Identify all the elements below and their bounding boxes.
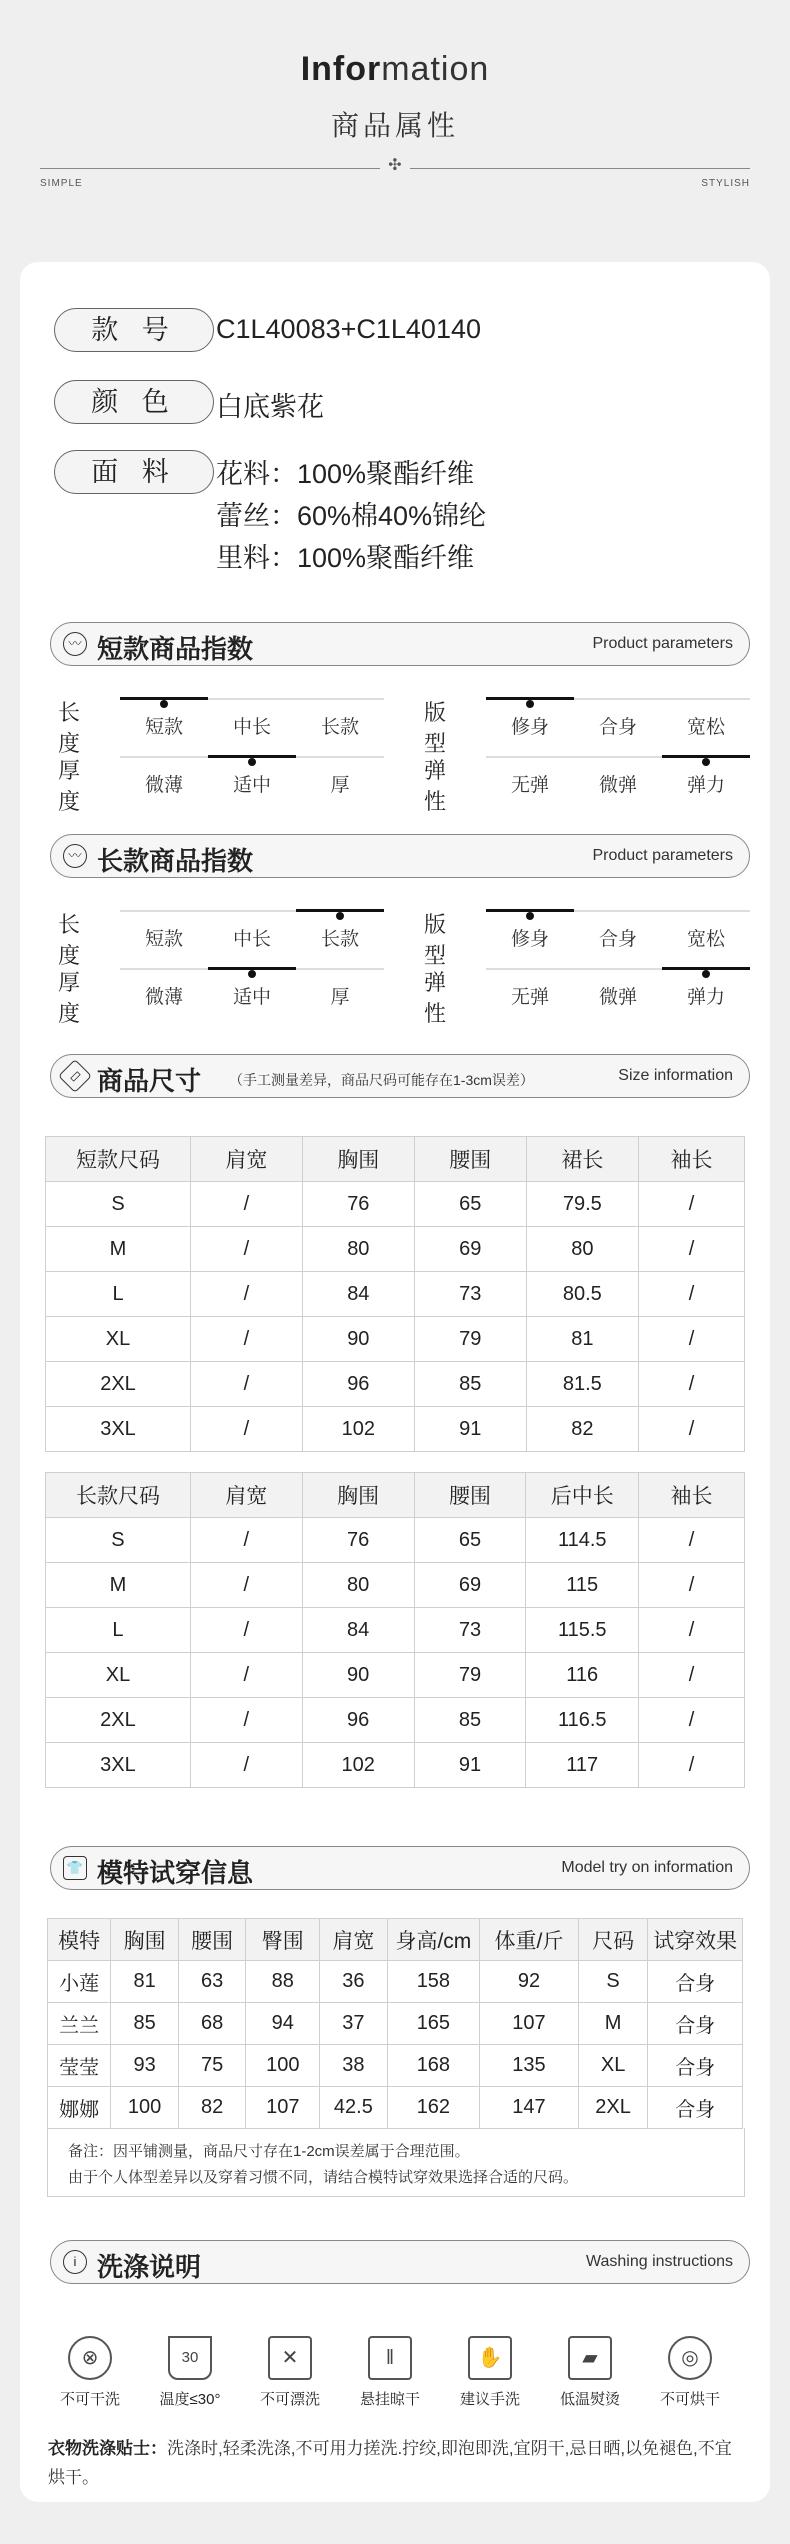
- table-cell: 84: [302, 1272, 414, 1317]
- shirt-icon: 👕: [63, 1856, 87, 1880]
- ruler-icon: ▭: [58, 1059, 92, 1093]
- param-label: 厚度: [58, 970, 81, 1026]
- short-params-header: [50, 622, 750, 666]
- short-params-en: Product parameters: [592, 635, 733, 652]
- table-cell: L: [46, 1608, 191, 1653]
- param-selected-dot: [526, 700, 534, 708]
- table-cell: 82: [178, 2087, 246, 2129]
- table-cell: 69: [414, 1227, 526, 1272]
- param-option: 中长: [232, 717, 271, 738]
- table-cell: 37: [320, 2003, 388, 2045]
- size-header: [50, 1054, 750, 1098]
- table-cell: 79.5: [526, 1182, 638, 1227]
- table-cell: /: [639, 1518, 745, 1563]
- table-cell: 69: [414, 1563, 526, 1608]
- table-cell: 80: [526, 1227, 638, 1272]
- table-row: [46, 1182, 745, 1227]
- table-cell: 162: [387, 2087, 479, 2129]
- table-cell: 42.5: [320, 2087, 388, 2129]
- hang-dry-icon: ‖: [368, 2336, 412, 2380]
- table-cell: 100: [246, 2045, 320, 2087]
- table-cell: /: [639, 1362, 745, 1407]
- model-en: Model try on information: [561, 1859, 733, 1876]
- table-row: [46, 1272, 745, 1317]
- model-table: [47, 1918, 743, 2129]
- param-option: 合身: [598, 929, 637, 950]
- table-cell: 小莲: [48, 1961, 111, 2003]
- wash-label: 不可漂洗: [259, 2391, 320, 2408]
- param-track: [486, 968, 750, 970]
- param-selected-dot: [160, 700, 168, 708]
- table-row: [46, 1518, 745, 1563]
- wash-item: [542, 2336, 638, 2409]
- table-cell: 80: [302, 1227, 414, 1272]
- attr-label-color: 颜 色: [54, 380, 214, 424]
- table-cell: 3XL: [46, 1743, 191, 1788]
- table-cell: 肩宽: [191, 1137, 303, 1182]
- table-cell: 75: [178, 2045, 246, 2087]
- table-cell: 94: [246, 2003, 320, 2045]
- table-row: [46, 1608, 745, 1653]
- simple-label: SIMPLE: [40, 178, 83, 189]
- wash-label: 建议手洗: [459, 2391, 520, 2408]
- table-cell: /: [190, 1563, 302, 1608]
- table-cell: 肩宽: [320, 1919, 388, 1961]
- table-cell: 107: [480, 2003, 579, 2045]
- param-label: 弹性: [424, 758, 447, 814]
- param-selected-dot: [248, 758, 256, 766]
- param-option: 合身: [598, 717, 637, 738]
- table-cell: /: [191, 1362, 303, 1407]
- param-track: [486, 910, 750, 912]
- table-cell: M: [46, 1563, 191, 1608]
- table-cell: 85: [414, 1698, 526, 1743]
- model-note-1: 备注：因平铺测量，商品尺寸存在1-2cm误差属于合理范围。: [68, 2143, 470, 2160]
- table-cell: 裙长: [526, 1137, 638, 1182]
- param-option: 微薄: [144, 775, 183, 796]
- wash-label: 悬挂晾干: [359, 2391, 420, 2408]
- param-track: [120, 756, 384, 758]
- table-header-row: [46, 1137, 745, 1182]
- table-cell: 袖长: [639, 1137, 745, 1182]
- table-cell: 76: [302, 1182, 414, 1227]
- table-cell: 胸围: [111, 1919, 179, 1961]
- table-cell: XL: [578, 2045, 648, 2087]
- table-cell: 2XL: [578, 2087, 648, 2129]
- table-row: [46, 1227, 745, 1272]
- param-track: [120, 910, 384, 912]
- table-cell: XL: [46, 1653, 191, 1698]
- table-cell: /: [190, 1743, 302, 1788]
- table-cell: 81: [111, 1961, 179, 2003]
- washing-icons: [50, 2336, 740, 2416]
- table-cell: 91: [414, 1407, 526, 1452]
- divider-right: [410, 168, 750, 169]
- table-cell: S: [46, 1518, 191, 1563]
- model-note-2: 由于个人体型差异以及穿着习惯不同，请结合模特试穿效果选择合适的尺码。: [68, 2169, 579, 2186]
- table-cell: 合身: [648, 1961, 743, 2003]
- table-row: [48, 1961, 743, 2003]
- table-cell: 96: [302, 1362, 414, 1407]
- wash-item: [42, 2336, 138, 2409]
- table-cell: 80: [302, 1563, 414, 1608]
- table-cell: 肩宽: [190, 1473, 302, 1518]
- attr-label-fabric: 面 料: [54, 450, 214, 494]
- table-cell: 168: [387, 2045, 479, 2087]
- info-icon: i: [63, 2250, 87, 2274]
- param-selected-dot: [526, 912, 534, 920]
- table-cell: M: [46, 1227, 191, 1272]
- divider-left: [40, 168, 380, 169]
- table-cell: 38: [320, 2045, 388, 2087]
- table-cell: 试穿效果: [648, 1919, 743, 1961]
- table-cell: /: [639, 1563, 745, 1608]
- param-label: 长度: [58, 912, 81, 968]
- washing-tip: 衣物洗涤贴士：洗涤时,轻柔洗涤,不可用力搓洗.拧绞,即泡即洗,宜阴干,忌日晒,以免褪色,不宜烘干。: [48, 2439, 732, 2487]
- table-cell: /: [639, 1182, 745, 1227]
- washing-en: Washing instructions: [585, 2253, 733, 2270]
- table-row: [46, 1653, 745, 1698]
- table-cell: 80.5: [526, 1272, 638, 1317]
- wash-label: 低温熨烫: [559, 2391, 620, 2408]
- table-cell: 后中长: [526, 1473, 639, 1518]
- param-label: 厚度: [58, 758, 81, 814]
- table-cell: 114.5: [526, 1518, 639, 1563]
- table-cell: 92: [480, 1961, 579, 2003]
- table-cell: 体重/斤: [480, 1919, 579, 1961]
- table-cell: 91: [414, 1743, 526, 1788]
- param-option: 长款: [320, 929, 359, 950]
- param-option: 长款: [320, 717, 359, 738]
- table-cell: 模特: [48, 1919, 111, 1961]
- param-track: [120, 698, 384, 700]
- wash-label: 温度≤30°: [159, 2391, 221, 2408]
- size-title: 商品尺寸: [97, 1066, 202, 1096]
- table-cell: 96: [302, 1698, 414, 1743]
- wash-label: 不可干洗: [59, 2391, 120, 2408]
- param-option: 短款: [144, 929, 183, 950]
- table-cell: 63: [178, 1961, 246, 2003]
- attr-value-fabric-3: 里料：100%聚酯纤维: [216, 543, 475, 573]
- table-cell: 100: [111, 2087, 179, 2129]
- table-cell: 79: [414, 1653, 526, 1698]
- table-cell: 短款尺码: [46, 1137, 191, 1182]
- table-cell: /: [190, 1518, 302, 1563]
- param-selected-dot: [702, 758, 710, 766]
- param-label: 弹性: [424, 970, 447, 1026]
- table-cell: 长款尺码: [46, 1473, 191, 1518]
- table-cell: 85: [111, 2003, 179, 2045]
- param-track: [120, 968, 384, 970]
- hand-wash-icon: ✋: [468, 2336, 512, 2380]
- table-cell: 115.5: [526, 1608, 639, 1653]
- param-option: 无弹: [510, 987, 549, 1008]
- table-cell: 84: [302, 1608, 414, 1653]
- attr-value-style-no: C1L40083+C1L40140: [216, 314, 481, 344]
- table-cell: /: [639, 1227, 745, 1272]
- param-selected-dot: [336, 912, 344, 920]
- table-row: [48, 2003, 743, 2045]
- table-cell: 82: [526, 1407, 638, 1452]
- table-row: [48, 2087, 743, 2129]
- table-cell: /: [191, 1272, 303, 1317]
- table-cell: 尺码: [578, 1919, 648, 1961]
- washing-title: 洗涤说明: [97, 2252, 202, 2282]
- param-track: [486, 756, 750, 758]
- table-cell: 73: [414, 1272, 526, 1317]
- no-tumble-dry-icon: ◎: [668, 2336, 712, 2380]
- table-cell: 合身: [648, 2045, 743, 2087]
- table-cell: 合身: [648, 2003, 743, 2045]
- table-header-row: [48, 1919, 743, 1961]
- param-selected-dot: [248, 970, 256, 978]
- size-en: Size information: [618, 1067, 733, 1084]
- table-cell: 胸围: [302, 1473, 414, 1518]
- table-cell: 79: [414, 1317, 526, 1362]
- table-cell: /: [191, 1182, 303, 1227]
- table-cell: 102: [302, 1407, 414, 1452]
- table-cell: 115: [526, 1563, 639, 1608]
- table-cell: /: [190, 1698, 302, 1743]
- table-cell: 腰围: [414, 1137, 526, 1182]
- model-note-box: [47, 2128, 745, 2197]
- table-row: [46, 1317, 745, 1362]
- param-option: 宽松: [686, 717, 725, 738]
- param-option: 厚: [330, 987, 350, 1008]
- model-title: 模特试穿信息: [97, 1858, 254, 1888]
- table-cell: /: [190, 1608, 302, 1653]
- size-note: （手工测量差异，商品尺码可能存在1-3cm误差）: [229, 1072, 534, 1088]
- cross-icon: ✣: [388, 157, 402, 174]
- table-cell: /: [639, 1653, 745, 1698]
- param-option: 微弹: [598, 775, 637, 796]
- table-cell: /: [190, 1653, 302, 1698]
- table-cell: M: [578, 2003, 648, 2045]
- param-option: 宽松: [686, 929, 725, 950]
- table-cell: 65: [414, 1182, 526, 1227]
- table-cell: 娜娜: [48, 2087, 111, 2129]
- trend-icon: 〰: [63, 632, 87, 656]
- wash-label: 不可烘干: [659, 2391, 720, 2408]
- table-cell: 73: [414, 1608, 526, 1653]
- table-cell: 合身: [648, 2087, 743, 2129]
- wash-item: [142, 2336, 238, 2409]
- table-cell: 117: [526, 1743, 639, 1788]
- table-cell: 76: [302, 1518, 414, 1563]
- param-option: 修身: [510, 929, 549, 950]
- param-option: 中长: [232, 929, 271, 950]
- table-cell: 158: [387, 1961, 479, 2003]
- param-option: 弹力: [686, 775, 725, 796]
- table-cell: 2XL: [46, 1698, 191, 1743]
- model-header: [50, 1846, 750, 1890]
- table-cell: 147: [480, 2087, 579, 2129]
- attr-label-style-no: 款 号: [54, 308, 214, 352]
- table-cell: S: [46, 1182, 191, 1227]
- wash-item: [342, 2336, 438, 2409]
- long-params-title: 长款商品指数: [97, 846, 254, 876]
- table-cell: XL: [46, 1317, 191, 1362]
- table-row: [46, 1362, 745, 1407]
- table-cell: 臀围: [246, 1919, 320, 1961]
- wash-item: [442, 2336, 538, 2409]
- table-row: [46, 1407, 745, 1452]
- param-track: [486, 698, 750, 700]
- param-label: 版型: [424, 700, 447, 756]
- attr-value-color: 白底紫花: [216, 392, 324, 422]
- param-option: 微弹: [598, 987, 637, 1008]
- table-cell: 81: [526, 1317, 638, 1362]
- table-row: [48, 2045, 743, 2087]
- table-cell: 102: [302, 1743, 414, 1788]
- no-bleach-icon: ✕: [268, 2336, 312, 2380]
- param-option: 适中: [232, 987, 271, 1008]
- long-params-en: Product parameters: [592, 847, 733, 864]
- param-option: 无弹: [510, 775, 549, 796]
- table-cell: 88: [246, 1961, 320, 2003]
- table-cell: 兰兰: [48, 2003, 111, 2045]
- table-header-row: [46, 1473, 745, 1518]
- table-cell: 93: [111, 2045, 179, 2087]
- table-row: [46, 1698, 745, 1743]
- washing-header: [50, 2240, 750, 2284]
- table-cell: /: [639, 1317, 745, 1362]
- table-cell: S: [578, 1961, 648, 2003]
- table-cell: 135: [480, 2045, 579, 2087]
- wash-item: [242, 2336, 338, 2409]
- table-cell: 116.5: [526, 1698, 639, 1743]
- table-cell: 85: [414, 1362, 526, 1407]
- table-cell: 116: [526, 1653, 639, 1698]
- param-label: 长度: [58, 700, 81, 756]
- table-cell: 68: [178, 2003, 246, 2045]
- trend-icon: 〰: [63, 844, 87, 868]
- table-cell: 袖长: [639, 1473, 745, 1518]
- table-cell: 胸围: [302, 1137, 414, 1182]
- table-cell: L: [46, 1272, 191, 1317]
- page-subtitle: 商品属性: [330, 110, 459, 141]
- param-selected-dot: [702, 970, 710, 978]
- table-cell: /: [191, 1407, 303, 1452]
- table-cell: 90: [302, 1653, 414, 1698]
- table-cell: 3XL: [46, 1407, 191, 1452]
- table-cell: 107: [246, 2087, 320, 2129]
- table-cell: 36: [320, 1961, 388, 2003]
- short-size-table: [45, 1136, 745, 1452]
- table-cell: /: [639, 1407, 745, 1452]
- table-cell: 莹莹: [48, 2045, 111, 2087]
- param-option: 微薄: [144, 987, 183, 1008]
- table-cell: /: [639, 1272, 745, 1317]
- iron-low-icon: ▰: [568, 2336, 612, 2380]
- table-cell: 65: [414, 1518, 526, 1563]
- attr-value-fabric-1: 花料：100%聚酯纤维: [216, 459, 475, 489]
- stylish-label: STYLISH: [701, 178, 750, 189]
- param-option: 弹力: [686, 987, 725, 1008]
- param-option: 适中: [232, 775, 271, 796]
- table-cell: /: [639, 1608, 745, 1653]
- wash-30-icon: 30: [168, 2336, 212, 2380]
- short-params-title: 短款商品指数: [97, 634, 254, 664]
- param-option: 短款: [144, 717, 183, 738]
- long-params-header: [50, 834, 750, 878]
- table-cell: 腰围: [178, 1919, 246, 1961]
- table-row: [46, 1743, 745, 1788]
- table-cell: 腰围: [414, 1473, 526, 1518]
- table-cell: 90: [302, 1317, 414, 1362]
- attr-value-fabric-2: 蕾丝：60%棉40%锦纶: [216, 501, 487, 531]
- page-title: Information: [300, 50, 490, 88]
- long-size-table: [45, 1472, 745, 1788]
- param-option: 修身: [510, 717, 549, 738]
- table-cell: 身高/cm: [387, 1919, 479, 1961]
- no-dry-clean-icon: ⊗: [68, 2336, 112, 2380]
- wash-item: [642, 2336, 738, 2409]
- table-cell: 81.5: [526, 1362, 638, 1407]
- param-label: 版型: [424, 912, 447, 968]
- table-cell: 165: [387, 2003, 479, 2045]
- table-cell: /: [191, 1317, 303, 1362]
- table-cell: 2XL: [46, 1362, 191, 1407]
- table-cell: /: [639, 1743, 745, 1788]
- table-cell: /: [191, 1227, 303, 1272]
- param-option: 厚: [330, 775, 350, 796]
- table-cell: /: [639, 1698, 745, 1743]
- table-row: [46, 1563, 745, 1608]
